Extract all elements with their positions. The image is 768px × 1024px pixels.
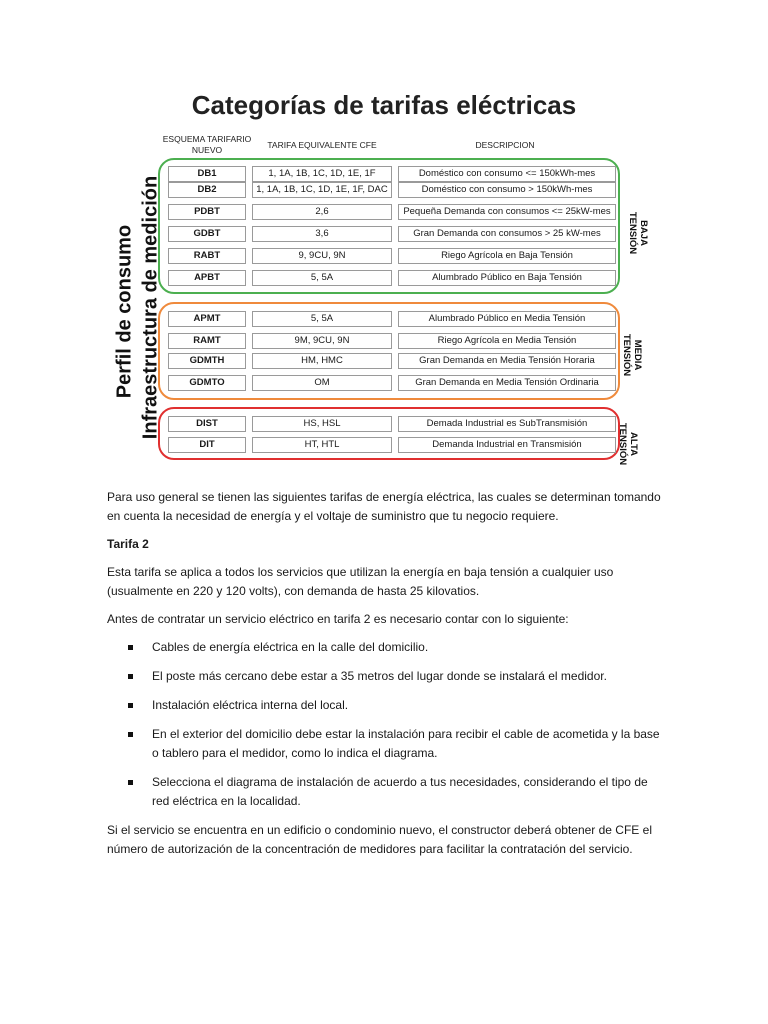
tariff-code: DIST [168,416,246,432]
body-text [107,488,667,868]
tariff-description: Gran Demanda con consumos > 25 kW-mes [398,226,616,242]
side-label-perfil: Perfil de consumo [113,224,136,399]
side-label-infraestructura: Infraestructura de medición [139,175,162,440]
tariff-description: Demada Industrial es SubTransmisión [398,416,616,432]
cfe-tariff: 1, 1A, 1B, 1C, 1D, 1E, 1F [252,166,392,182]
table-row [168,248,616,264]
table-row [168,226,616,242]
cfe-tariff: 3,6 [252,226,392,242]
cfe-tariff: HS, HSL [252,416,392,432]
requirements-list [107,638,667,811]
table-row [168,437,616,453]
tariff-code: DB1 [168,166,246,182]
closing-paragraph: Si el servicio se encuentra en un edificio o condominio nuevo, el constructor deberá obtener de CFE el número de autorización de la concentración de medidores para facilitar la contratación del servicio. [107,823,652,856]
tariff-code: PDBT [168,204,246,220]
tariff-description: Riego Agrícola en Baja Tensión [398,248,616,264]
intro-paragraph: Para uso general se tienen las siguientes tarifas de energía eléctrica, las cuales se determinan tomando en cuenta la necesidad de energía y el voltaje de suministro que tu negocio requiere. [107,490,661,523]
tariff-code: RAMT [168,333,246,349]
tariff-code: DIT [168,437,246,453]
voltage-group-label: BAJA TENSIÓN [627,211,649,255]
list-item: En el exterior del domicilio debe estar la instalación para recibir el cable de acometida y la base o tablero para el medidor, como lo indica el diagrama. [107,725,667,763]
table-row [168,311,616,327]
cfe-tariff: 9, 9CU, 9N [252,248,392,264]
cfe-tariff: 9M, 9CU, 9N [252,333,392,349]
list-item: Instalación eléctrica interna del local. [107,696,667,715]
tariff-description: Doméstico con consumo <= 150kWh-mes [398,166,616,182]
table-row [168,204,616,220]
cfe-tariff: 1, 1A, 1B, 1C, 1D, 1E, 1F, DAC [252,182,392,198]
cfe-tariff: 2,6 [252,204,392,220]
tariff-code: DB2 [168,182,246,198]
bullet-icon [128,732,133,737]
list-item: El poste más cercano debe estar a 35 metros del lugar donde se instalará el medidor. [107,667,667,686]
tariff-description: Demanda Industrial en Transmisión [398,437,616,453]
tariff-code: APBT [168,270,246,286]
tariff-code: APMT [168,311,246,327]
tariff-code: GDMTH [168,353,246,369]
column-header-tarifa: TARIFA EQUIVALENTE CFE [267,140,377,150]
tariff-code: GDBT [168,226,246,242]
cfe-tariff: HT, HTL [252,437,392,453]
tariff-description: Pequeña Demanda con consumos <= 25kW-mes [398,204,616,220]
cfe-tariff: OM [252,375,392,391]
table-row [168,416,616,432]
bullet-icon [128,703,133,708]
bullet-icon [128,674,133,679]
voltage-group-label: ALTA TENSIÓN [617,422,639,466]
cfe-tariff: HM, HMC [252,353,392,369]
tariff-description: Alumbrado Público en Media Tensión [398,311,616,327]
voltage-group-label: MEDIA TENSIÓN [621,333,643,377]
table-row [168,270,616,286]
page-title: Categorías de tarifas eléctricas [191,90,577,120]
tariff-code: RABT [168,248,246,264]
bullet-icon [128,780,133,785]
bullet-icon [128,645,133,650]
cfe-tariff: 5, 5A [252,311,392,327]
tariff-description: Gran Demanda en Media Tensión Horaria [398,353,616,369]
table-row [168,375,616,391]
cfe-tariff: 5, 5A [252,270,392,286]
table-row [168,166,616,182]
column-header-descripcion: DESCRIPCION [475,140,535,150]
tariff-description: Alumbrado Público en Baja Tensión [398,270,616,286]
list-item: Selecciona el diagrama de instalación de acuerdo a tus necesidades, considerando el tipo de red eléctrica en la localidad. [107,773,667,811]
tariff-description: Riego Agrícola en Media Tensión [398,333,616,349]
tariff-code: GDMTO [168,375,246,391]
table-row [168,182,616,198]
column-header-esquema: ESQUEMA TARIFARIO NUEVO [162,134,252,155]
section-heading: Tarifa 2 [107,537,149,551]
list-item: Cables de energía eléctrica en la calle del domicilio. [107,638,667,657]
requirements-intro: Antes de contratar un servicio eléctrico en tarifa 2 es necesario contar con lo siguiente: [107,612,569,626]
table-row [168,353,616,369]
table-row [168,333,616,349]
tariff-description: Gran Demanda en Media Tensión Ordinaria [398,375,616,391]
tariff-description: Esta tarifa se aplica a todos los servicios que utilizan la energía en baja tensión a cualquier uso (usualmente en 220 y 120 volts), con demanda de hasta 25 kilovatios. [107,565,614,598]
tariff-description: Doméstico con consumo > 150kWh-mes [398,182,616,198]
